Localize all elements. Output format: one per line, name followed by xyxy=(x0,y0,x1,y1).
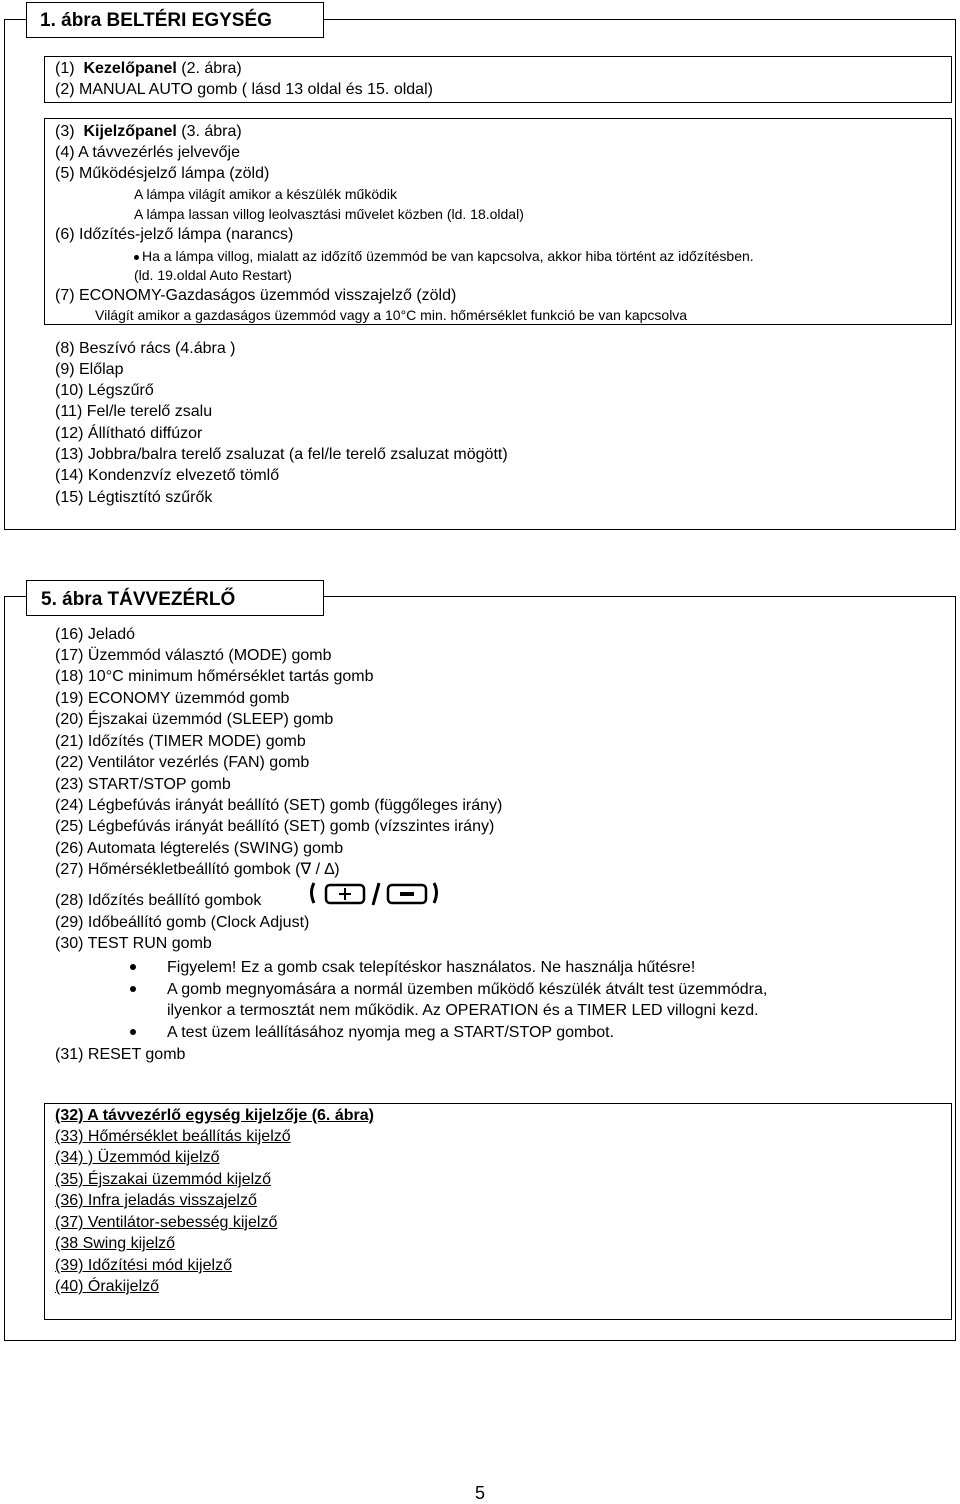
item-29: (29) Időbeállító gomb (Clock Adjust) xyxy=(55,914,310,931)
note-bullet-3: A test üzem leállításához nyomja meg a START/STOP gombot. xyxy=(167,1024,615,1041)
item-6-note-b: (ld. 19.oldal Auto Restart) xyxy=(134,267,292,283)
item-1-num: (1) xyxy=(55,60,75,77)
item-24: (24) Légbefúvás irányát beállító (SET) gomb (függőleges irány) xyxy=(55,797,503,814)
bullet-dot xyxy=(130,1029,136,1035)
item-16: (16) Jeladó xyxy=(55,626,136,643)
item-7: (7) ECONOMY-Gazdaságos üzemmód visszajelző (zöld) xyxy=(55,287,457,304)
item-20: (20) Éjszakai üzemmód (SLEEP) gomb xyxy=(55,711,334,728)
item-6-note-a-text: Ha a lámpa villog, mialatt az időzítő üzemmód be van kapcsolva, akkor hiba történt az időzítésben. xyxy=(142,248,754,264)
item-5-note-b: A lámpa lassan villog leolvasztási művelet közben (ld. 18.oldal) xyxy=(134,206,524,222)
section5-title: 5. ábra TÁVVEZÉRLŐ xyxy=(26,580,324,616)
item-40: (40) Órakijelző xyxy=(55,1278,160,1295)
item-39: (39) Időzítési mód kijelző xyxy=(55,1257,232,1274)
item-25: (25) Légbefúvás irányát beállító (SET) gomb (vízszintes irány) xyxy=(55,818,495,835)
item-14: (14) Kondenzvíz elvezető tömlő xyxy=(55,467,280,484)
item-18: (18) 10°C minimum hőmérséklet tartás gomb xyxy=(55,668,374,685)
item-21: (21) Időzítés (TIMER MODE) gomb xyxy=(55,733,306,750)
item-31: (31) RESET gomb xyxy=(55,1046,186,1063)
item-2: (2) MANUAL AUTO gomb ( lásd 13 oldal és 15. oldal) xyxy=(55,81,433,98)
item-15: (15) Légtisztító szűrők xyxy=(55,489,213,506)
item-1 xyxy=(55,58,242,79)
page-number: 5 xyxy=(475,1483,486,1503)
bullet-dot xyxy=(134,255,139,260)
item-26: (26) Automata légterelés (SWING) gomb xyxy=(55,840,344,857)
note-bullet-2b: ilyenkor a termosztát nem működik. Az OPERATION és a TIMER LED villogni kezd. xyxy=(167,1002,759,1019)
item-19: (19) ECONOMY üzemmód gomb xyxy=(55,690,290,707)
item-1-bold: Kezelőpanel xyxy=(83,60,177,77)
item-37: (37) Ventilátor-sebesség kijelző xyxy=(55,1214,278,1231)
item-6: (6) Időzítés-jelző lámpa (narancs) xyxy=(55,226,294,243)
item-28: (28) Időzítés beállító gombok xyxy=(55,892,262,909)
item-10: (10) Légszűrő xyxy=(55,382,154,399)
item-3-bold: Kijelzőpanel xyxy=(83,123,177,140)
note-bullet-2a: A gomb megnyomására a normál üzemben működő készülék átvált test üzemmódra, xyxy=(167,981,768,998)
timer-plus-minus-icon xyxy=(306,880,442,908)
item-9: (9) Előlap xyxy=(55,361,124,378)
section1-title: 1. ábra BELTÉRI EGYSÉG xyxy=(26,2,324,38)
item-27: (27) Hőmérsékletbeállító gombok (∇ / ∆) xyxy=(55,861,340,878)
item-23: (23) START/STOP gomb xyxy=(55,776,231,793)
item-32: (32) A távvezérlő egység kijelzője (6. ábra) xyxy=(55,1107,374,1124)
item-4: (4) A távvezérlés jelvevője xyxy=(55,144,240,161)
item-38: (38 Swing kijelző xyxy=(55,1235,176,1252)
item-13: (13) Jobbra/balra terelő zsaluzat (a fel/le terelő zsaluzat mögött) xyxy=(55,446,508,463)
item-33: (33) Hőmérséklet beállítás kijelző xyxy=(55,1128,291,1145)
item-7-note: Világít amikor a gazdaságos üzemmód vagy a 10°C min. hőmérséklet funkció be van kapcsolva xyxy=(95,307,688,323)
item-1-rest: (2. ábra) xyxy=(176,60,242,77)
item-11: (11) Fel/le terelő zsalu xyxy=(55,403,213,420)
item-3-rest: (3. ábra) xyxy=(176,123,242,140)
item-6-note-a xyxy=(134,246,754,266)
item-22: (22) Ventilátor vezérlés (FAN) gomb xyxy=(55,754,310,771)
note-bullet-1: Figyelem! Ez a gomb csak telepítéskor használatos. Ne használja hűtésre! xyxy=(167,959,696,976)
item-36: (36) Infra jeladás visszajelző xyxy=(55,1192,257,1209)
bullet-dot xyxy=(130,986,136,992)
item-35: (35) Éjszakai üzemmód kijelző xyxy=(55,1171,272,1188)
item-5-note-a: A lámpa világít amikor a készülék működik xyxy=(134,186,397,202)
item-3 xyxy=(55,121,242,142)
item-5: (5) Működésjelző lámpa (zöld) xyxy=(55,165,270,182)
item-3-num: (3) xyxy=(55,123,75,140)
item-17: (17) Üzemmód választó (MODE) gomb xyxy=(55,647,332,664)
item-8: (8) Beszívó rács (4.ábra ) xyxy=(55,340,236,357)
item-12: (12) Állítható diffúzor xyxy=(55,425,203,442)
bullet-dot xyxy=(130,964,136,970)
item-30: (30) TEST RUN gomb xyxy=(55,935,212,952)
item-34: (34) ) Üzemmód kijelző xyxy=(55,1149,220,1166)
